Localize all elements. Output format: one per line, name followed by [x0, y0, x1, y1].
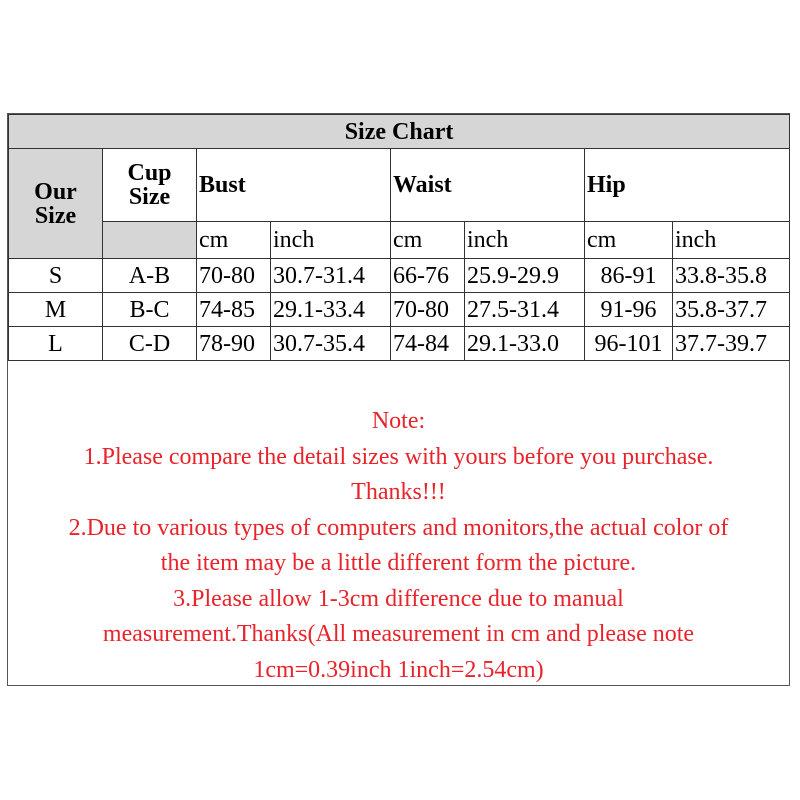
cup-size-header-line2: Size: [128, 184, 171, 210]
waist-inch-cell: 27.5-31.4: [465, 293, 585, 327]
note-line: 3.Please allow 1-3cm difference due to manual: [173, 585, 624, 612]
table-row-l: [9, 327, 790, 361]
cup-cell: B-C: [103, 293, 197, 327]
note-line: 1cm=0.39inch 1inch=2.54cm): [253, 656, 544, 683]
our-size-header: [9, 149, 103, 259]
note-line: Thanks!!!: [351, 479, 446, 505]
waist-cm-cell: 74-84: [391, 327, 465, 361]
unit-waist-cm: cm: [391, 222, 465, 259]
size-cell: L: [9, 327, 103, 361]
cup-size-header: [103, 149, 197, 222]
size-cell: M: [9, 293, 103, 327]
note-line: the item may be a little different form the picture.: [160, 550, 637, 576]
bust-cm-cell: 78-90: [197, 327, 271, 361]
unit-bust-inch: inch: [271, 222, 391, 259]
hip-cm-cell: 91-96: [585, 293, 673, 327]
hip-cm-cell: 86-91: [585, 259, 673, 293]
bust-header: Bust: [197, 149, 391, 222]
hip-inch-cell: 37.7-39.7: [673, 327, 790, 361]
cup-cell: C-D: [103, 327, 197, 361]
note-heading: Note:: [371, 408, 426, 434]
note-line: 1.Please compare the detail sizes with yours before you purchase.: [83, 443, 714, 470]
hip-header: Hip: [585, 149, 790, 222]
bust-inch-cell: 30.7-35.4: [271, 327, 391, 361]
waist-inch-cell: 25.9-29.9: [465, 259, 585, 293]
bust-inch-cell: 30.7-31.4: [271, 259, 391, 293]
cup-cell: A-B: [103, 259, 197, 293]
note-line: 2.Due to various types of computers and monitors,the actual color of: [68, 514, 729, 541]
cup-size-unit-blank: [103, 222, 197, 259]
size-chart: [7, 113, 790, 686]
waist-cm-cell: 70-80: [391, 293, 465, 327]
hip-cm-cell: 96-101: [585, 327, 673, 361]
unit-waist-inch: inch: [465, 222, 585, 259]
size-cell: S: [9, 259, 103, 293]
waist-header: Waist: [391, 149, 585, 222]
hip-inch-cell: 35.8-37.7: [673, 293, 790, 327]
waist-cm-cell: 66-76: [391, 259, 465, 293]
unit-bust-cm: cm: [197, 222, 271, 259]
table-title: Size Chart: [9, 115, 790, 149]
note-line: measurement.Thanks(All measurement in cm and please note: [102, 621, 695, 647]
bust-cm-cell: 70-80: [197, 259, 271, 293]
our-size-header-line1: Our: [34, 178, 77, 205]
hip-inch-cell: 33.8-35.8: [673, 259, 790, 293]
cup-size-header-line1: Cup: [127, 160, 172, 186]
notes-section: [8, 404, 789, 688]
table-row-s: [9, 259, 790, 293]
waist-inch-cell: 29.1-33.0: [465, 327, 585, 361]
bust-inch-cell: 29.1-33.4: [271, 293, 391, 327]
unit-hip-cm: cm: [585, 222, 673, 259]
unit-hip-inch: inch: [673, 222, 790, 259]
our-size-header-line2: Size: [34, 202, 77, 229]
bust-cm-cell: 74-85: [197, 293, 271, 327]
size-table: [8, 114, 790, 361]
table-row-m: [9, 293, 790, 327]
